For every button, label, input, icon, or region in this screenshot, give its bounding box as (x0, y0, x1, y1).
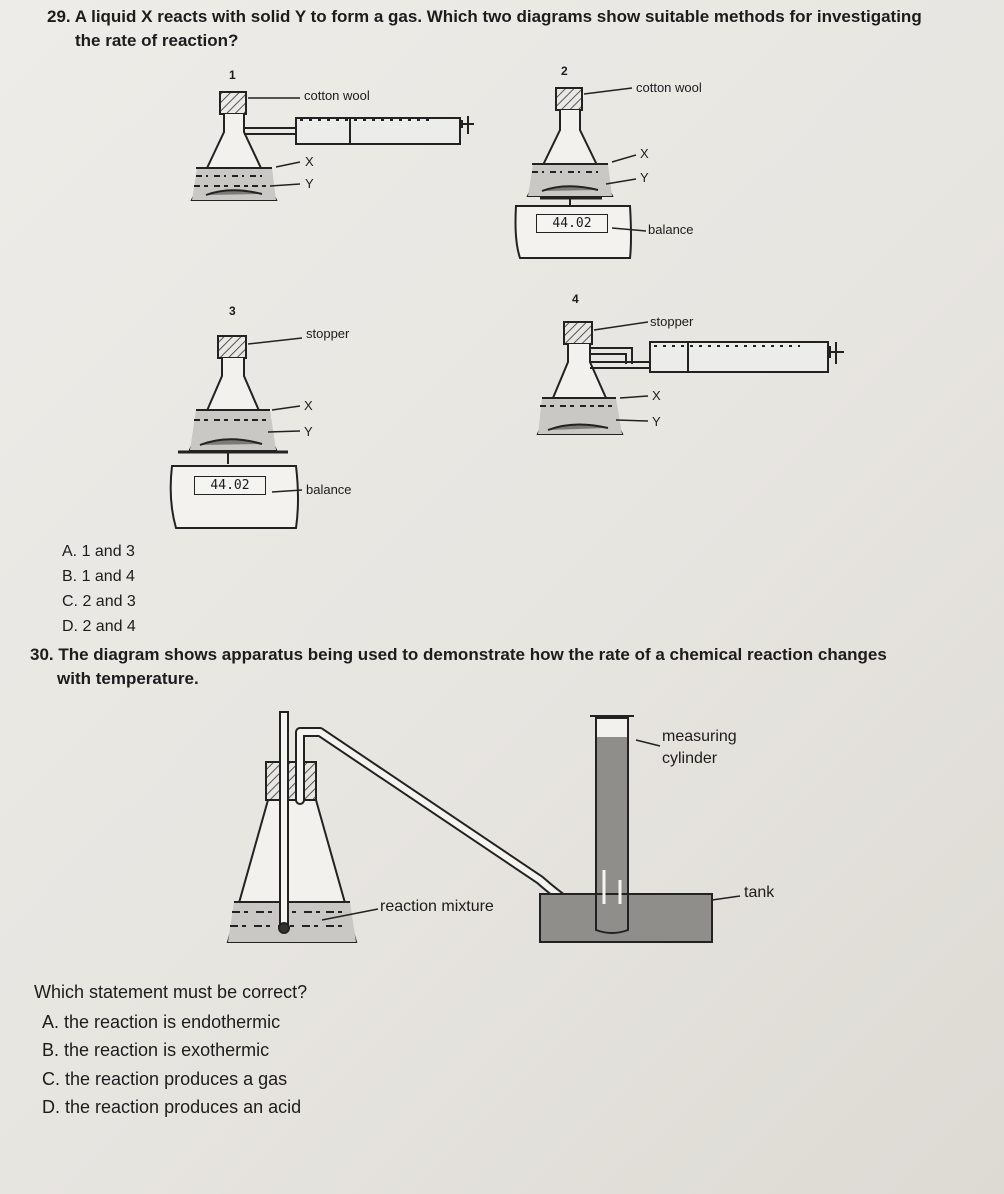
label-y-3: Y (304, 424, 313, 439)
q30-option-b[interactable]: B. the reaction is exothermic (42, 1040, 270, 1060)
q30-stopper (266, 762, 316, 800)
diagram-3 (171, 336, 302, 528)
diagram-1 (192, 92, 474, 200)
stopper-4 (564, 322, 592, 344)
label-balance-2: balance (648, 222, 694, 237)
q30-option-c[interactable]: C. the reaction produces a gas (42, 1069, 288, 1089)
balance-reading-2: 44.02 (536, 214, 608, 233)
q29-text-line1: 29. A liquid X reacts with solid Y to form a gas. Which two diagrams show suitable methods for investigating (47, 7, 922, 26)
gas-syringe-4 (650, 342, 828, 372)
q30-text-line1: 30. The diagram shows apparatus being used to demonstrate how the rate of a chemical reaction changes (30, 645, 887, 664)
q29-option-c[interactable]: C. 2 and 3 (62, 593, 136, 610)
label-cylinder: cylinder (662, 750, 718, 767)
q29-text-line2: the rate of reaction? (75, 31, 239, 50)
label-x-2: X (640, 146, 649, 161)
gas-syringe-1 (296, 118, 460, 144)
diagram-number-1: 1 (229, 68, 236, 82)
diagram-4 (538, 322, 844, 434)
cotton-wool-plug-2 (556, 88, 582, 110)
q29-option-b[interactable]: B. 1 and 4 (62, 568, 135, 585)
q30-option-d[interactable]: D. the reaction produces an acid (42, 1097, 302, 1117)
q30-question: Which statement must be correct? (34, 982, 308, 1002)
diagram-number-4: 4 (572, 292, 579, 306)
label-tank: tank (744, 884, 775, 901)
label-reaction-mixture: reaction mixture (380, 898, 494, 915)
stopper-3 (218, 336, 246, 358)
label-y-2: Y (640, 170, 649, 185)
q29-option-d[interactable]: D. 2 and 4 (62, 618, 136, 635)
label-cotton-wool-1: cotton wool (304, 88, 370, 103)
q29-option-a[interactable]: A. 1 and 3 (62, 543, 135, 560)
water-tank (540, 894, 712, 942)
label-y-1: Y (305, 176, 314, 191)
label-x-3: X (304, 398, 313, 413)
label-x-1: X (305, 154, 314, 169)
measuring-cylinder (596, 718, 628, 894)
cotton-wool-plug-1 (220, 92, 246, 114)
label-measuring: measuring (662, 728, 737, 745)
label-balance-3: balance (306, 482, 352, 497)
thermometer (280, 712, 288, 926)
q30-option-a[interactable]: A. the reaction is endothermic (42, 1012, 281, 1032)
label-stopper-4: stopper (650, 314, 694, 329)
label-stopper-3: stopper (306, 326, 350, 341)
label-x-4: X (652, 388, 661, 403)
label-cotton-wool-2: cotton wool (636, 80, 702, 95)
diagram-number-2: 2 (561, 64, 568, 78)
diagram-number-3: 3 (229, 304, 236, 318)
label-y-4: Y (652, 414, 661, 429)
q30-text-line2: with temperature. (57, 669, 199, 688)
balance-reading-3: 44.02 (194, 476, 266, 495)
